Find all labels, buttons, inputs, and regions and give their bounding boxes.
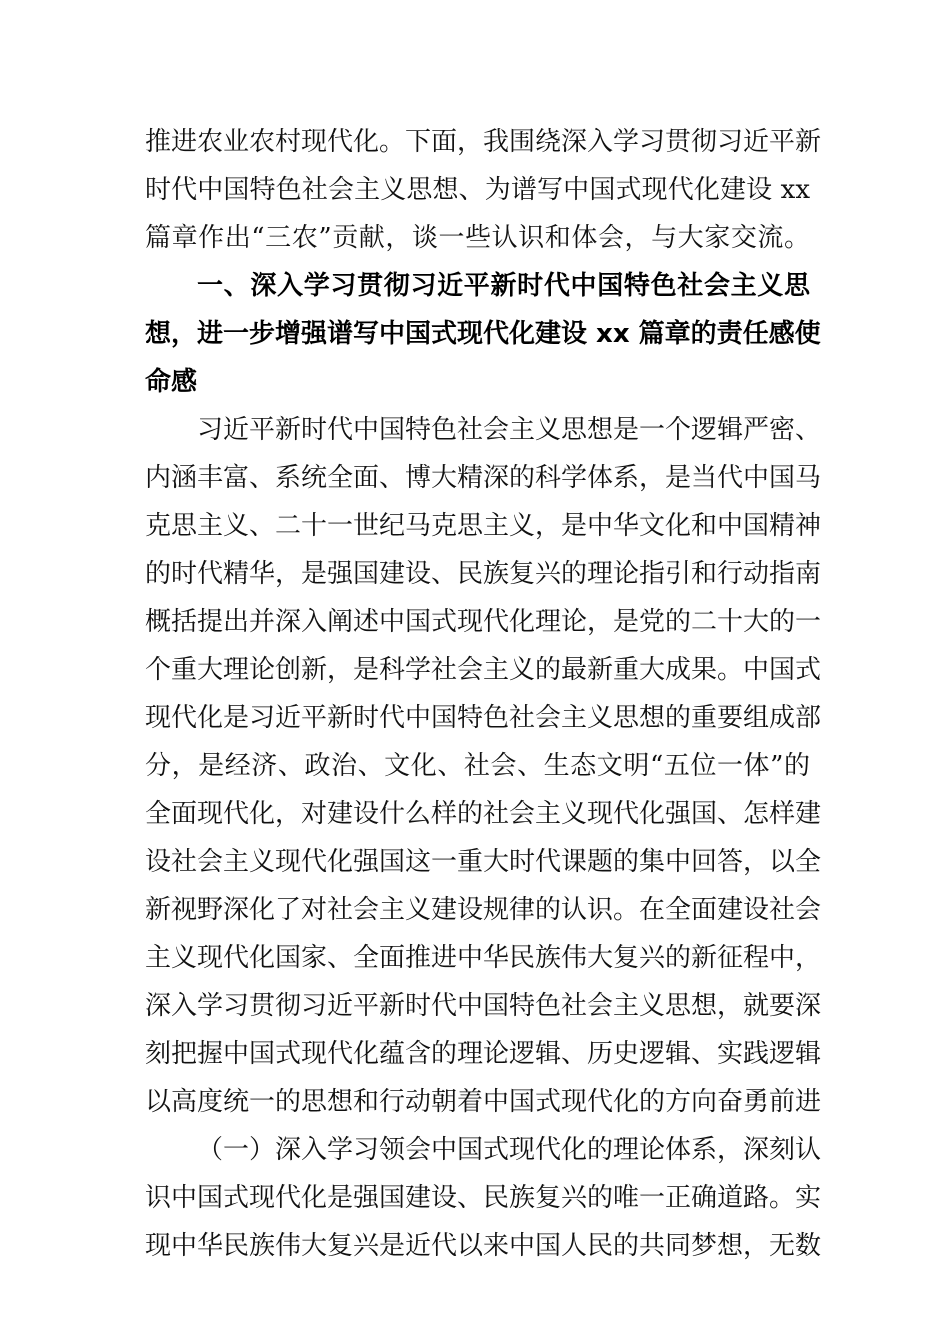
body-text-line: 的时代精华，是强国建设、民族复兴的理论指引和行动指南 bbox=[145, 559, 822, 589]
body-text-line: 分，是经济、政治、文化、社会、生态文明“五位一体”的 bbox=[145, 751, 810, 781]
body-text-line: 内涵丰富、系统全面、博大精深的科学体系，是当代中国马 bbox=[145, 463, 822, 493]
body-text-line: 新视野深化了对社会主义建设规律的认识。在全面建设社会 bbox=[145, 895, 822, 925]
subsection-line: （一）深入学习领会中国式现代化的理论体系，深刻认 bbox=[197, 1135, 822, 1165]
body-text-line: 刻把握中国式现代化蕴含的理论逻辑、历史逻辑、实践逻辑 bbox=[145, 1039, 822, 1069]
intro-line: 推进农业农村现代化。下面，我围绕深入学习贯彻习近平新 bbox=[145, 127, 822, 157]
section-heading-line: 命感 bbox=[145, 367, 198, 397]
intro-line: 时代中国特色社会主义思想、为谱写中国式现代化建设 xx bbox=[145, 175, 810, 205]
intro-line: 篇章作出“三农”贡献，谈一些认识和体会，与大家交流。 bbox=[145, 223, 810, 253]
subsection-line: 现中华民族伟大复兴是近代以来中国人民的共同梦想，无数 bbox=[145, 1231, 822, 1261]
subsection-line: 识中国式现代化是强国建设、民族复兴的唯一正确道路。实 bbox=[145, 1183, 822, 1213]
body-text-line: 个重大理论创新，是科学社会主义的最新重大成果。中国式 bbox=[145, 655, 822, 685]
body-text-line: 习近平新时代中国特色社会主义思想是一个逻辑严密、 bbox=[197, 415, 822, 445]
body-text-line: 全面现代化，对建设什么样的社会主义现代化强国、怎样建 bbox=[145, 799, 822, 829]
body-text-line: 克思主义、二十一世纪马克思主义，是中华文化和中国精神 bbox=[145, 511, 822, 541]
section-heading-line: 一、深入学习贯彻习近平新时代中国特色社会主义思 bbox=[197, 271, 810, 301]
body-text-line: 主义现代化国家、全面推进中华民族伟大复兴的新征程中， bbox=[145, 943, 822, 973]
body-text-line: 概括提出并深入阐述中国式现代化理论，是党的二十大的一 bbox=[145, 607, 822, 637]
body-text-line: 设社会主义现代化强国这一重大时代课题的集中回答，以全 bbox=[145, 847, 822, 877]
body-text-line: 以高度统一的思想和行动朝着中国式现代化的方向奋勇前进 bbox=[145, 1087, 822, 1117]
body-text-line: 深入学习贯彻习近平新时代中国特色社会主义思想，就要深 bbox=[145, 991, 822, 1021]
section-heading-line: 想，进一步增强谱写中国式现代化建设 xx 篇章的责任感使 bbox=[145, 319, 821, 349]
body-text-line: 现代化是习近平新时代中国特色社会主义思想的重要组成部 bbox=[145, 703, 822, 733]
